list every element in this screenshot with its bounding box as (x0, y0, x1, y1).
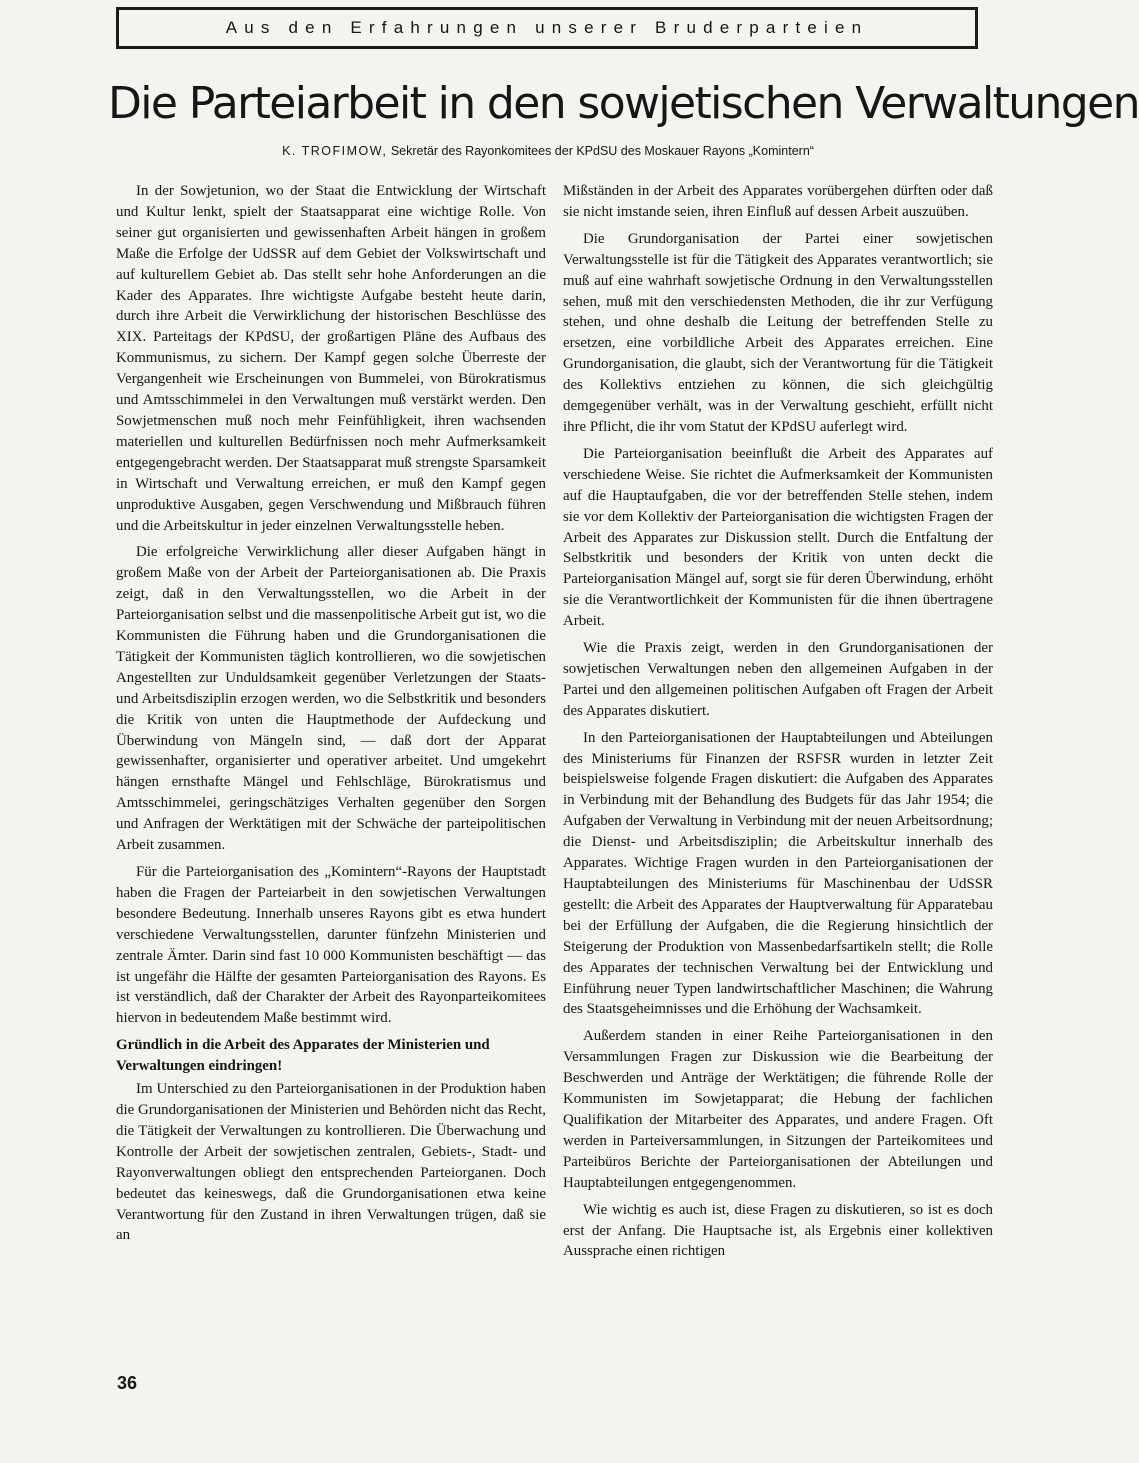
paragraph: Für die Parteiorganisation des „Komintern“-Rayons der Hauptstadt haben die Fragen der Parteiarbeit in den sowjetischen Verwaltungen besondere Bedeutung. Innerhalb unseres Rayons gibt es etwa hundert verschiedene Verwaltungsstellen, darunter fünfzehn Ministerien und zentrale Ämter. Darin sind fast 10 000 Kommunisten beschäftigt — das ist ungefähr die Hälfte der gesamten Parteiorganisation des Rayons. Es ist verständlich, daß der Charakter der Arbeit des Rayonparteikomitees hiervon in bedeutendem Maße bestimmt wird. (116, 864, 546, 1027)
author-role: Sekretär des Rayonkomitees der KPdSU des Moskauer Rayons „Komintern“ (390, 144, 814, 158)
article-title: Die Parteiarbeit in den sowjetischen Verwaltungen (108, 78, 1139, 129)
paragraph: Wie wichtig es auch ist, diese Fragen zu diskutieren, so ist es doch erst der Anfang. Die Hauptsache ist, als Ergebnis einer kollektiven Aussprache einen richtigen (563, 1201, 993, 1260)
author-name: K. TROFIMOW, (282, 144, 388, 158)
byline (118, 144, 978, 158)
paragraph: Wie die Praxis zeigt, werden in den Grundorganisationen der sowjetischen Verwaltungen neben den allgemeinen Aufgaben in der Partei und den allgemeinen politischen Aufgaben oft Fragen der Arbeit des Apparates diskutiert. (563, 640, 993, 719)
paragraph: Außerdem standen in einer Reihe Parteiorganisationen in den Versammlungen Fragen zur Diskussion wie die Bearbeitung der Beschwerden und Anträge der Werktätigen; die führende Rolle der Kommunisten im Sowjetapparat; die Hebung der fachlichen Qualifikation der Mitarbeiter des Apparates, und andere Fragen. Oft werden in Parteiversammlungen, in Sitzungen der Parteikomitees und Parteibüros Berichte der Parteiorganisationen der Abteilungen und Hauptabteilungen entgegengenommen. (563, 1028, 993, 1191)
paragraph: Die erfolgreiche Verwirklichung aller dieser Aufgaben hängt in großem Maße von der Arbeit der Parteiorganisationen ab. Die Praxis zeigt, daß in den Verwaltungsstellen, wo die Arbeit in der Parteiorganisation selbst und die massenpolitische Arbeit gut ist, wo die Kommunisten die Führung haben und die Grundorganisationen die Tätigkeit der Kommunisten täglich kontrollieren, wo die sowjetischen Angestellten zur Unduldsamkeit gegenüber Verletzungen der Staats- und Arbeitsdisziplin erzogen werden, wo die Selbstkritik und besonders die Kritik von unten die Hauptmethode der Aufdeckung und Überwindung von Mängeln sind, — daß dort der Apparat gewissenhafter, organisierter und operativer arbeitet. Und umgekehrt hängen ernsthafte Mängel und Fehlschläge, Bürokratismus und Amtsschimmelei, geringschätziges Verhalten gegenüber den Sorgen und Anfragen der Werktätigen mit der Schwäche der parteipolitischen Arbeit zusammen. (116, 544, 546, 854)
paragraph: Mißständen in der Arbeit des Apparates vorübergehen dürften oder daß sie nicht imstande seien, ihren Einfluß auf dessen Arbeit auszuüben. (563, 183, 993, 220)
paragraph: Die Parteiorganisation beeinflußt die Arbeit des Apparates auf verschiedene Weise. Sie richtet die Aufmerksamkeit der Kommunisten auf die Hauptaufgaben, die vor der betreffenden Stelle stehen, indem sie vor dem Kollektiv der Parteiorganisation die wichtigsten Fragen der Arbeit des Apparates zur Diskussion stellt. Durch die Entfaltung der Selbstkritik und besonders der Kritik von unten deckt die Parteiorganisation Mängel auf, sorgt sie für deren Überwindung, erhöht sie die Verantwortlichkeit der Kommunisten für die ihnen übertragene Arbeit. (563, 445, 993, 630)
right-column (563, 181, 993, 1268)
paragraph: In der Sowjetunion, wo der Staat die Entwicklung der Wirtschaft und Kultur lenkt, spielt der Staatsapparat eine wichtige Rolle. Von seiner gut organisierten und gewissenhaften Arbeit hängen in großem Maße die Erfolge der UdSSR auf dem Gebiet der Volkswirtschaft und auf kulturellem Gebiet ab. Das stellt sehr hohe Anforderungen an die Kader des Apparates. Ihre wichtigste Aufgabe besteht heute darin, durch ihre Arbeit die Verwirklichung der historischen Beschlüsse des XIX. Parteitags der KPdSU, der großartigen Pläne des Aufbaus des Kommunismus, zu sichern. Der Kampf gegen solche Überreste der Vergangenheit wie Erscheinungen von Bummelei, von Bürokratismus und Amtsschimmelei in den Verwaltungen muß verstärkt werden. Den Sowjetmenschen muß noch mehr Feinfühligkeit, ihren wachsenden materiellen und kulturellen Bedürfnissen noch mehr Aufmerksamkeit entgegengebracht werden. Der Staatsapparat muß strengste Sparsamkeit in Wirtschaft und Verwaltung erreichen, er muß den Kampf gegen unproduktive Ausgaben, gegen Verschwendung und Mißbrauch führen und die Arbeitskultur in jeder einzelnen Verwaltungsstelle heben. (116, 183, 546, 534)
left-column (116, 181, 546, 1252)
section-heading: Gründlich in die Arbeit des Apparates der Ministerien und Verwaltungen eindringen! (116, 1037, 490, 1075)
paragraph: Im Unterschied zu den Parteiorganisationen in der Produktion haben die Grundorganisationen der Ministerien und Behörden nicht das Recht, die Tätigkeit der Verwaltungen zu kontrollieren. Die Überwachung und Kontrolle der Arbeit der sowjetischen zentralen, Gebiets-, Stadt- und Rayonverwaltungen obliegt den entsprechenden Parteiorganen. Doch bedeutet das keineswegs, daß die Grundorganisationen etwa keine Verantwortung für den Zustand in ihren Verwaltungen trügen, daß sie an (116, 1081, 546, 1244)
paragraph: In den Parteiorganisationen der Hauptabteilungen und Abteilungen des Ministeriums für Finanzen der RSFSR wurden in letzter Zeit beispielsweise folgende Fragen diskutiert: die Aufgaben des Apparates in Verbindung mit der Behandlung des Budgets für das Jahr 1954; die Aufgaben der Verwaltung in Verbindung mit der neuen Arbeitsordnung; die Dienst- und Arbeitsdisziplin; die Arbeitskultur innerhalb des Apparates. Wichtige Fragen wurden in den Parteiorganisationen der Hauptabteilungen des Ministeriums für Maschinenbau der UdSSR gestellt: die Arbeit des Apparates der Hauptverwaltung für Apparatebau bei der Erfüllung der Aufgaben, die die Regierung hinsichtlich der Steigerung der Produktion von Massenbedarfsartikeln stellt; die Rolle des Apparates der technischen Verwaltung bei der Entwicklung und Einführung neuer Typen landwirtschaftlicher Maschinen; die Wahrung des Staatsgeheimnisses und die Erhöhung der Wachsamkeit. (563, 729, 993, 1018)
page-number: 36 (117, 1373, 138, 1393)
section-banner: Aus den Erfahrungen unserer Bruderparteien (116, 7, 978, 49)
paragraph: Die Grundorganisation der Partei einer sowjetischen Verwaltungsstelle ist für die Tätigkeit des Apparates verantwortlich; sie muß auf eine wahrhaft sowjetische Ordnung in den Verwaltungsstellen sehen, muß mit den verschiedensten Methoden, die ihr zur Verfügung stehen, und ohne deshalb die Leitung der betreffenden Stelle zu ersetzen, eine vorbildliche Arbeit des Apparates erreichen. Eine Grundorganisation, die glaubt, sich der Verantwortung für die Tätigkeit des Kollektivs entziehen zu können, die sich gleichgültig demgegenüber verhält, was in der Verwaltung geschieht, erfüllt nicht ihre Pflicht, die ihr vom Statut der KPdSU auferlegt wird. (563, 230, 993, 435)
